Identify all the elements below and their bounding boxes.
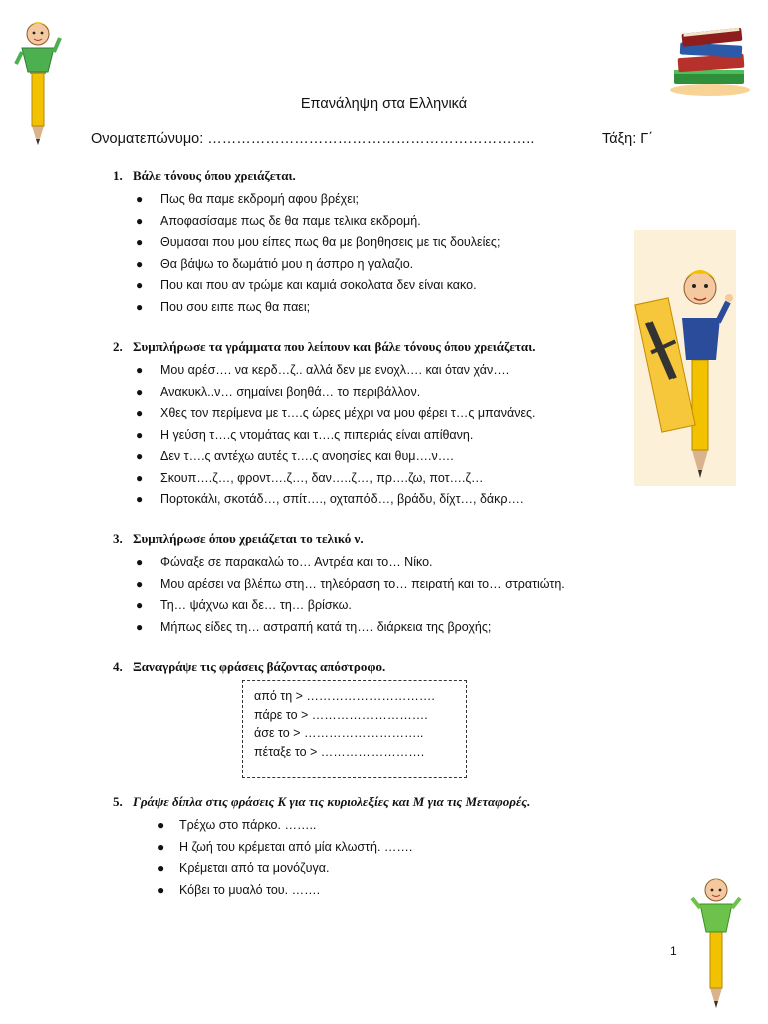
exercise-heading [113,338,536,356]
bullet-icon: ● [136,213,144,228]
exercise-title: Συμπλήρωσε τα γράμματα που λείπουν και βάλε τόνους όπου χρειάζεται. [133,339,536,354]
item-text: Θυμασαι που μου είπες πως θα με βοηθησεις με τις δουλείες; [160,235,501,249]
item-text: Που σου ειπε πως θα παει; [160,299,311,314]
bullet-icon: ● [136,427,144,442]
exercise-3 [113,530,565,638]
exercise-heading [113,530,565,548]
exercise-4 [113,658,385,676]
item-text: Τη… ψάχνω και δε… τη… βρίσκω. [160,598,352,612]
apostrophe-row: πάρε το > ………………………. [254,707,428,722]
exercise-items [113,552,565,638]
apostrophe-row: άσε το > ……………………….. [254,726,424,740]
list-item [113,595,565,617]
list-item [113,617,565,639]
exercise-heading [113,658,385,676]
exercise-title: Συμπλήρωσε όπου χρειάζεται το τελικό ν. [133,531,364,546]
apostrophe-answer-box [242,680,467,778]
item-text: Μήπως είδες τη… αστραπή κατά τη…. διάρκεια της βροχής; [160,619,492,634]
page-title: Επανάληψη στα Ελληνικά [300,96,468,112]
bullet-icon: ● [136,470,144,485]
item-text: Η γεύση τ….ς ντομάτας και τ….ς πιπεριάς είναι απίθανη. [160,427,474,442]
bullet-icon: ● [136,363,144,377]
bullet-icon: ● [157,861,165,875]
list-item [113,489,536,511]
item-text: Αποφασίσαμε πως δε θα παμε τελικα εκδρομή. [160,213,421,228]
exercise-number: 1. [113,168,123,183]
bullet-icon: ● [157,882,165,897]
list-item [113,574,565,596]
books-stack-icon [660,18,760,98]
list-item [113,858,530,880]
list-item [113,382,536,404]
exercise-1 [113,167,500,318]
item-text: Που και που αν τρώμε και καμιά σοκολατα δεν είναι κακο. [160,278,477,292]
bullet-icon: ● [136,576,144,591]
bullet-icon: ● [136,192,144,206]
bullet-icon: ● [136,619,144,634]
bullet-icon: ● [136,555,144,569]
apostrophe-row: από τη > …………………………. [254,689,435,703]
item-text: Φώναξε σε παρακαλώ το… Αντρέα και το… Νίκο. [160,555,433,569]
name-field-line [91,131,654,147]
exercise-number: 3. [113,531,123,546]
bullet-icon: ● [136,384,144,399]
pencil-girl-icon [14,10,62,145]
exercise-items [113,189,500,318]
list-item [113,468,536,490]
exercise-number: 4. [113,659,123,674]
list-item [113,837,530,859]
bullet-icon: ● [136,449,144,463]
item-text: Ανακυκλ..ν… σημαίνει βοηθά… το περιβάλλον. [160,384,421,399]
item-text: Κρέμεται από τα μονόζυγα. [179,861,330,875]
item-text: Κόβει το μυαλό του. ……. [179,882,321,897]
bullet-icon: ● [136,235,144,249]
list-item [113,275,500,297]
exercise-5 [113,793,530,901]
list-item [113,232,500,254]
list-item [113,360,536,382]
list-item [113,254,500,276]
exercise-title: Γράψε δίπλα στις φράσεις Κ για τις κυριολεξίες και Μ για τις Μεταφορές. [133,794,531,809]
bullet-icon: ● [136,492,144,506]
exercise-title: Βάλε τόνους όπου χρειάζεται. [133,168,296,183]
pencil-boy-icon [690,868,744,1008]
page-number: 1 [670,944,677,958]
list-item [113,446,536,468]
bullet-icon: ● [157,818,165,832]
exercise-title: Ξαναγράψε τις φράσεις βάζοντας απόστροφο. [133,659,386,674]
item-text: Πορτοκάλι, σκοτάδ…, σπίτ…., οχταπόδ…, βράδυ, δίχτ…, δάκρ…. [160,492,524,506]
exercise-2 [113,338,536,511]
item-text: Μου αρέσ…. να κερδ…ζ.. αλλά δεν με ενοχλ…. και όταν χάν…. [160,363,510,377]
bullet-icon: ● [136,256,144,271]
item-text: Δεν τ….ς αντέχω αυτές τ….ς ανοησίες και θυμ….ν…. [160,449,454,463]
pencil-teacher-icon [634,230,736,486]
item-text: Χθες τον περίμενα με τ….ς ώρες μέχρι να μου φέρει τ…ς μπανάνες. [160,406,536,420]
exercise-items [113,360,536,511]
list-item [113,189,500,211]
item-text: Μου αρέσει να βλέπω στη… τηλεόραση το… πειρατή και το… στρατιώτη. [160,576,565,591]
class-label: Τάξη: Γ΄ [602,131,654,147]
item-text: Η ζωή του κρέμεται από μία κλωστή. ……. [179,839,413,854]
list-item [113,403,536,425]
item-text: Πως θα παμε εκδρομή αφου βρέχει; [160,192,360,206]
list-item [113,880,530,902]
item-text: Τρέχω στο πάρκο. …….. [179,818,317,832]
list-item [113,552,565,574]
bullet-icon: ● [136,278,144,292]
apostrophe-row: πέταξε το > ……………………. [254,744,425,759]
list-item [113,815,530,837]
exercise-items [113,815,530,901]
name-label: Ονοματεπώνυμο: ………………………………………………………….. [91,131,535,147]
item-text: Θα βάψω το δωμάτιό μου η άσπρο η γαλαζιο. [160,256,414,271]
list-item [113,297,500,319]
exercise-number: 5. [113,794,123,809]
exercise-number: 2. [113,339,123,354]
bullet-icon: ● [136,598,144,612]
exercise-heading [113,167,500,185]
bullet-icon: ● [157,839,165,854]
bullet-icon: ● [136,406,144,420]
list-item [113,211,500,233]
exercise-heading [113,793,530,811]
list-item [113,425,536,447]
item-text: Σκουπ….ζ…, φροντ….ζ…, δαν…..ζ…, πρ….ζω, ποτ….ζ… [160,470,484,485]
bullet-icon: ● [136,299,144,314]
